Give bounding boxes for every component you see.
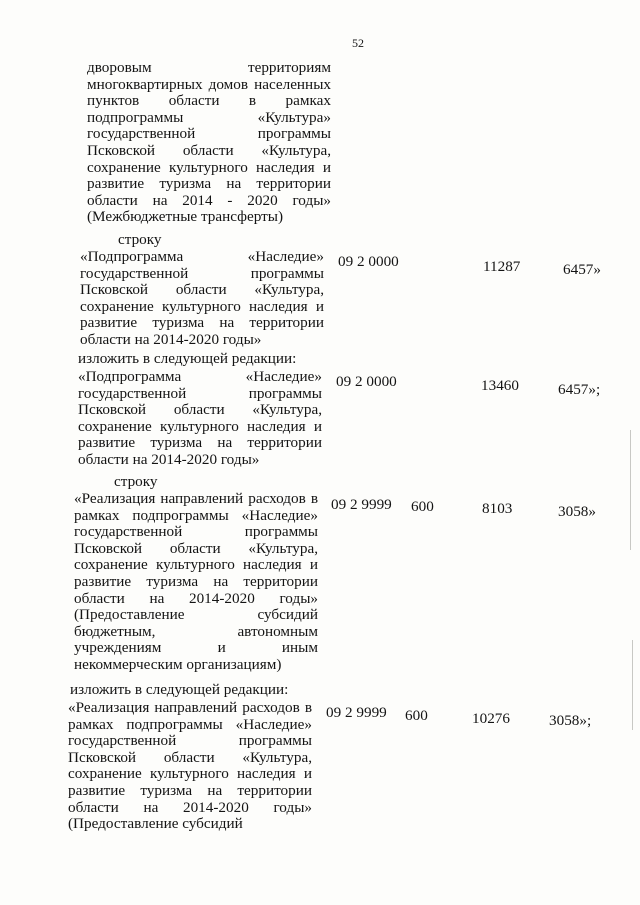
desc-line: области на 2014-2020 годы» (78, 450, 260, 468)
entry-value-2: 3058» (558, 503, 596, 520)
entry-value-1: 11287 (483, 258, 521, 275)
instruction-line: изложить в следующей редакции: (78, 350, 297, 367)
entry-expense-type: 600 (405, 707, 428, 724)
desc-line: государственной программы (80, 264, 324, 282)
desc-line: «Реализация направлений расходов в (74, 490, 318, 507)
desc-line: развитие туризма на территории (87, 175, 331, 193)
entry-value-2: 6457» (563, 261, 601, 278)
entry-value-1: 13460 (481, 377, 519, 394)
desc-line: рамках подпрограммы «Наследие» (74, 506, 318, 524)
entry-code: 09 2 9999 (326, 704, 387, 721)
entry-value-2: 3058»; (549, 712, 592, 729)
desc-line: области на 2014-2020 годы» (74, 589, 318, 607)
desc-line: многоквартирных домов населенных (87, 75, 331, 93)
entry-code: 09 2 0000 (336, 373, 397, 390)
desc-line: области на 2014-2020 годы» (68, 798, 312, 816)
desc-line: бюджетным, автономным (74, 622, 318, 640)
desc-line: сохранение культурного наследия и (68, 765, 312, 783)
page-number: 52 (352, 36, 364, 50)
desc-line: области на 2014 - 2020 годы» (87, 191, 331, 209)
desc-line: сохранение культурного наследия и (78, 417, 322, 435)
desc-line: «Подпрограмма «Наследие» (80, 248, 324, 265)
desc-line: Псковской области «Культура, (87, 141, 331, 159)
desc-line: «Подпрограмма «Наследие» (78, 368, 322, 385)
desc-line: развитие туризма на территории (68, 781, 312, 799)
desc-line: сохранение культурного наследия и (87, 158, 331, 176)
desc-line: развитие туризма на территории (74, 572, 318, 590)
entry-expense-type: 600 (411, 498, 434, 515)
desc-line: Псковской области «Культура, (78, 401, 322, 419)
desc-line: государственной программы (78, 384, 322, 402)
entry-description (68, 700, 312, 833)
entry-description (74, 491, 318, 674)
desc-line: развитие туризма на территории (80, 314, 324, 332)
entry-description (78, 369, 322, 469)
desc-line: государственной программы (87, 125, 331, 143)
scan-edge-mark (632, 640, 633, 730)
desc-line: некоммерческим организациям) (74, 655, 282, 673)
entry-code: 09 2 9999 (331, 496, 392, 513)
desc-line: Псковской области «Культура, (74, 539, 318, 557)
desc-line: рамках подпрограммы «Наследие» (68, 715, 312, 733)
desc-line: развитие туризма на территории (78, 434, 322, 452)
entry-description (80, 249, 324, 349)
desc-line: (Межбюджетные трансферты) (87, 208, 284, 226)
entry-code: 09 2 0000 (338, 253, 399, 270)
scan-edge-mark (630, 430, 631, 550)
desc-line: государственной программы (68, 732, 312, 750)
desc-line: сохранение культурного наследия и (74, 556, 318, 574)
desc-line: «Реализация направлений расходов в (68, 699, 312, 716)
entry-value-1: 10276 (472, 710, 510, 727)
entry-value-2: 6457»; (558, 381, 601, 398)
desc-line: пунктов области в рамках (87, 92, 331, 110)
desc-line: Псковской области «Культура, (68, 748, 312, 766)
desc-line: государственной программы (74, 523, 318, 541)
desc-line: Псковской области «Культура, (80, 281, 324, 299)
instruction-line: строку (114, 473, 158, 490)
desc-line: подпрограммы «Культура» (87, 108, 331, 126)
instruction-line: изложить в следующей редакции: (70, 681, 289, 698)
desc-line: (Предоставление субсидий (68, 815, 243, 833)
entry-value-1: 8103 (482, 500, 513, 517)
desc-line: области на 2014-2020 годы» (80, 330, 262, 348)
desc-line: учреждениям и иным (74, 639, 318, 657)
desc-line: сохранение культурного наследия и (80, 297, 324, 315)
desc-line: (Предоставление субсидий (74, 606, 318, 624)
desc-line: дворовым территориям (87, 59, 331, 76)
description-continuation (87, 60, 331, 226)
instruction-line: строку (118, 231, 162, 248)
